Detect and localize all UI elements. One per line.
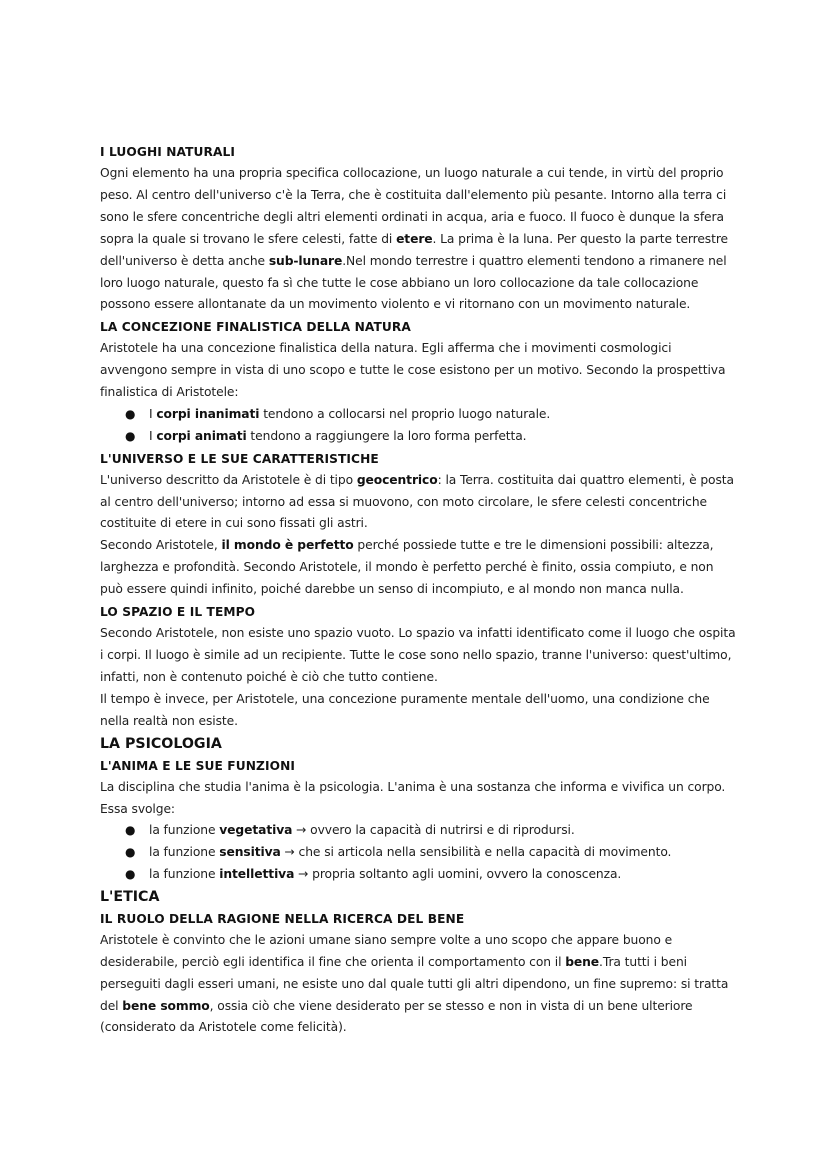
arrow-right-icon: →: [296, 823, 307, 838]
bullet-icon: ●: [125, 867, 136, 882]
list-item: [100, 426, 740, 448]
bold-term-bene-sommo: bene sommo: [122, 998, 210, 1013]
bold-term-mondo-perfetto: il mondo è perfetto: [221, 538, 354, 553]
text-run: tendono a collocarsi nel proprio luogo naturale.: [259, 407, 551, 422]
list-funzioni-anima: [100, 820, 740, 885]
heading-universo: L'UNIVERSO E LE SUE CARATTERISTICHE: [100, 451, 379, 466]
paragraph-luoghi-naturali: [100, 163, 740, 316]
text-run: propria soltanto agli uomini, ovvero la conoscenza.: [308, 867, 622, 882]
document-body: [100, 141, 740, 1039]
bold-term: corpi animati: [156, 428, 247, 443]
heading-luoghi-naturali: I LUOGHI NATURALI: [100, 145, 236, 159]
heading-etica: L'ETICA: [100, 888, 160, 905]
text-run: Aristotele è convinto che le azioni umane siano sempre volte a uno scopo che appare buono e desiderabile, perciò egli identifica il fine che orienta il comportamento con il: [100, 932, 673, 969]
text-run: la funzione: [149, 823, 220, 838]
paragraph-spazio: Secondo Aristotele, non esiste uno spazio vuoto. Lo spazio va infatti identificato come il luogo che ospita i corpi. Il luogo è simile ad un recipiente. Tutte le cose sono nello spazio, tranne l'universo: quest'ultimo, infatti, non è contenuto poiché è ciò che tutto contiene.: [100, 626, 736, 684]
text-run: .Tra tutti i beni perseguiti dagli esseri umani, ne esiste uno dal quale tutti gli altri dipendono, un fine supremo: si tratta del: [100, 954, 729, 1013]
bold-term: intellettiva: [219, 867, 295, 882]
heading-concezione-finalistica: LA CONCEZIONE FINALISTICA DELLA NATURA: [100, 320, 411, 335]
bold-term-geocentrico: geocentrico: [356, 472, 438, 487]
bold-term-sub-lunare: sub-lunare: [268, 253, 343, 268]
bold-term: sensitiva: [219, 845, 281, 860]
paragraph-concezione-finalistica: Aristotele ha una concezione finalistica della natura. Egli afferma che i movimenti cosmologici avvengono sempre in vista di uno scopo e tutte le cose esistono per un motivo. Secondo la prospettiva finalistica di Aristotele:: [100, 341, 726, 400]
list-item: [100, 864, 740, 886]
text-run: L'universo descritto da Aristotele è di tipo: [100, 472, 357, 487]
paragraph-universo-geocentrico: [100, 470, 740, 536]
list-item: [100, 842, 740, 864]
text-run: I: [149, 407, 157, 422]
text-run: perché possiede tutte e tre le dimensioni possibili: altezza, larghezza e profondità. Secondo Aristotele, il mondo è perfetto perché è finito, ossia compiuto, e non può essere quindi infinito, poiché darebbe un senso di incompiuto, e al mondo non manca nulla.: [100, 538, 714, 597]
heading-ruolo-ragione: IL RUOLO DELLA RAGIONE NELLA RICERCA DEL BENE: [100, 911, 465, 926]
paragraph-anima: La disciplina che studia l'anima è la psicologia. L'anima è una sostanza che informa e vivifica un corpo. Essa svolge:: [100, 779, 726, 816]
text-run: la funzione: [149, 867, 220, 882]
text-run: Secondo Aristotele,: [100, 538, 222, 553]
bullet-icon: ●: [125, 845, 136, 860]
text-run: Ogni elemento ha una propria specifica collocazione, un luogo naturale a cui tende, in virtù del proprio peso. Al centro dell'universo c'è la Terra, che è costituita dall'elemento più pesante. Intorno alla terra ci sono le sfere concentriche degli altri elementi ordinati in acqua, aria e fuoco. Il fuoco è dunque la sfera sopra la quale si trovano le sfere celesti, fatte di: [100, 166, 727, 246]
heading-spazio-tempo: LO SPAZIO E IL TEMPO: [100, 605, 256, 620]
text-run: : la Terra. costituita dai quattro elementi, è posta al centro dell'universo; intorno ad essa si muovono, con moto circolare, le sfere celesti concentriche costituite di etere in cui sono fissati gli astri.: [100, 472, 734, 531]
heading-psicologia: LA PSICOLOGIA: [100, 735, 222, 752]
text-run: tendono a raggiungere la loro forma perfetta.: [246, 428, 527, 443]
text-run: .Nel mondo terrestre i quattro elementi tendono a rimanere nel loro luogo naturale, questo fa sì che tutte le cose abbiano un loro collocazione da tale collocazione possono essere allontanate da un movimento violento e vi ritornano con un movimento naturale.: [100, 253, 727, 312]
text-run: . La prima è la luna. Per questo la parte terrestre dell'universo è detta anche: [100, 231, 728, 268]
bold-term: corpi inanimati: [156, 407, 260, 422]
bold-term-bene: bene: [565, 954, 600, 969]
text-run: I: [149, 428, 157, 443]
arrow-right-icon: →: [284, 845, 295, 860]
paragraph-tempo: Il tempo è invece, per Aristotele, una concezione puramente mentale dell'uomo, una condizione che nella realtà non esiste.: [100, 691, 710, 728]
paragraph-mondo-perfetto: [100, 535, 740, 601]
arrow-right-icon: →: [298, 867, 309, 882]
paragraph-etica-bene: [100, 930, 740, 1040]
bullet-icon: ●: [125, 823, 136, 838]
bullet-icon: ●: [125, 428, 136, 443]
bullet-icon: ●: [125, 407, 136, 422]
list-corpi: [100, 404, 740, 448]
text-run: la funzione: [149, 845, 220, 860]
text-run: che si articola nella sensibilità e nella capacità di movimento.: [294, 845, 672, 860]
bold-term: vegetativa: [219, 823, 293, 838]
text-run: ovvero la capacità di nutrirsi e di riprodursi.: [306, 823, 575, 838]
text-run: , ossia ciò che viene desiderato per se stesso e non in vista di un bene ulteriore (considerato da Aristotele come felicità).: [100, 998, 693, 1035]
list-item: [100, 404, 740, 426]
bold-term-etere: etere: [396, 231, 433, 246]
heading-anima-funzioni: L'ANIMA E LE SUE FUNZIONI: [100, 758, 296, 773]
list-item: [100, 820, 740, 842]
